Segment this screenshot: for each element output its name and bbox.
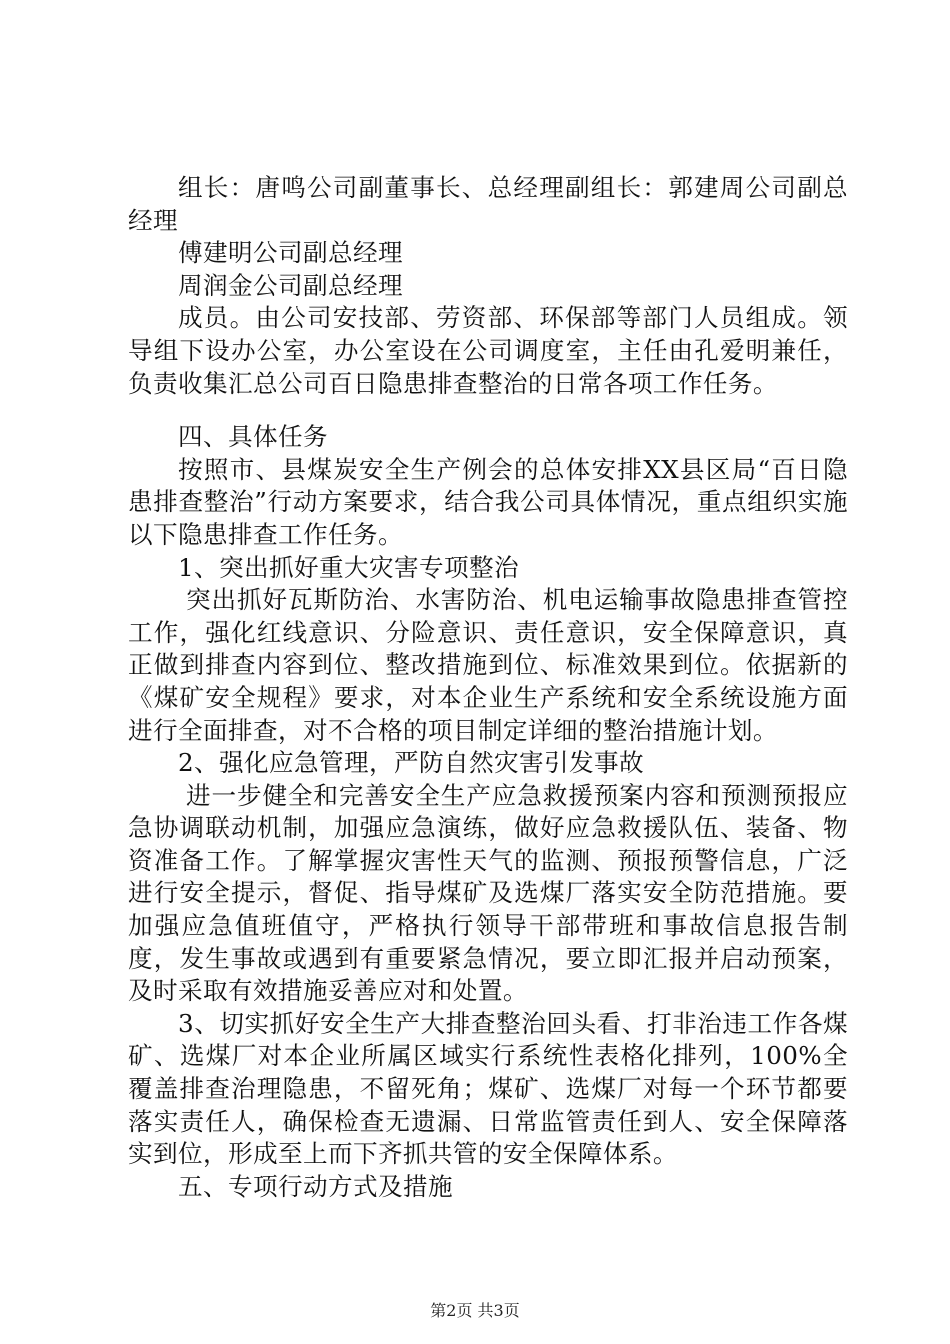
paragraph-task-2: 进一步健全和完善安全生产应急救援预案内容和预测预报应急协调联动机制，加强应急演练，做好应急救援队伍、装备、物资准备工作。了解掌握灾害性天气的监测、预报预警信息，广泛进行安全提示，督促、指导煤矿及选煤厂落实安全防范措施。要加强应急值班值守，严格执行领导干部带班和事故信息报告制度，发生事故或遇到有重要紧急情况，要立即汇报并启动预案，及时采取有效措施妥善应对和处置。: [128, 780, 848, 1006]
paragraph-spacer: [128, 400, 848, 421]
subheading-task-1: 1、突出抓好重大灾害专项整治: [178, 552, 519, 582]
section-heading-four: 四、具体任务: [178, 422, 328, 452]
paragraph-members: 成员。由公司安技部、劳资部、环保部等部门人员组成。领导组下设办公室，办公室设在公司调度室，主任由孔爱明兼任，负责收集汇总公司百日隐患排查整治的日常各项工作任务。: [128, 303, 848, 398]
document-body: [128, 172, 848, 1203]
section-heading-five: 五、专项行动方式及措施: [178, 1171, 453, 1201]
subheading-task-2: 2、强化应急管理，严防自然灾害引发事故: [178, 748, 644, 778]
paragraph-task-1: 突出抓好瓦斯防治、水害防治、机电运输事故隐患排查管控工作，强化红线意识、分险意识、责任意识，安全保障意识，真正做到排查内容到位、整改措施到位、标准效果到位。依据新的《煤矿安全规程》要求，对本企业生产系统和安全系统设施方面进行全面排查，对不合格的项目制定详细的整治措施计划。: [128, 585, 848, 745]
paragraph-deputy-2: 周润金公司副总经理: [178, 270, 403, 300]
paragraph-leadership-group: 组长：唐鸣公司副董事长、总经理副组长：郭建周公司副总经理: [128, 173, 848, 235]
paragraph-deputy-1: 傅建明公司副总经理: [178, 238, 403, 268]
paragraph-task-3: 3、切实抓好安全生产大排查整治回头看、打非治违工作各煤矿、选煤厂对本企业所属区域实行系统性表格化排列，100%全覆盖排查治理隐患，不留死角；煤矿、选煤厂对每一个环节都要落实责任人，确保检查无遗漏、日常监管责任到人、安全保障落实到位，形成至上而下齐抓共管的安全保障体系。: [128, 1008, 848, 1169]
page-footer: 第2页 共3页: [430, 1301, 520, 1320]
paragraph-task-overview: 按照市、县煤炭安全生产例会的总体安排XX县区局“百日隐患排查整治”行动方案要求，结合我公司具体情况，重点组织实施以下隐患排查工作任务。: [128, 454, 848, 549]
